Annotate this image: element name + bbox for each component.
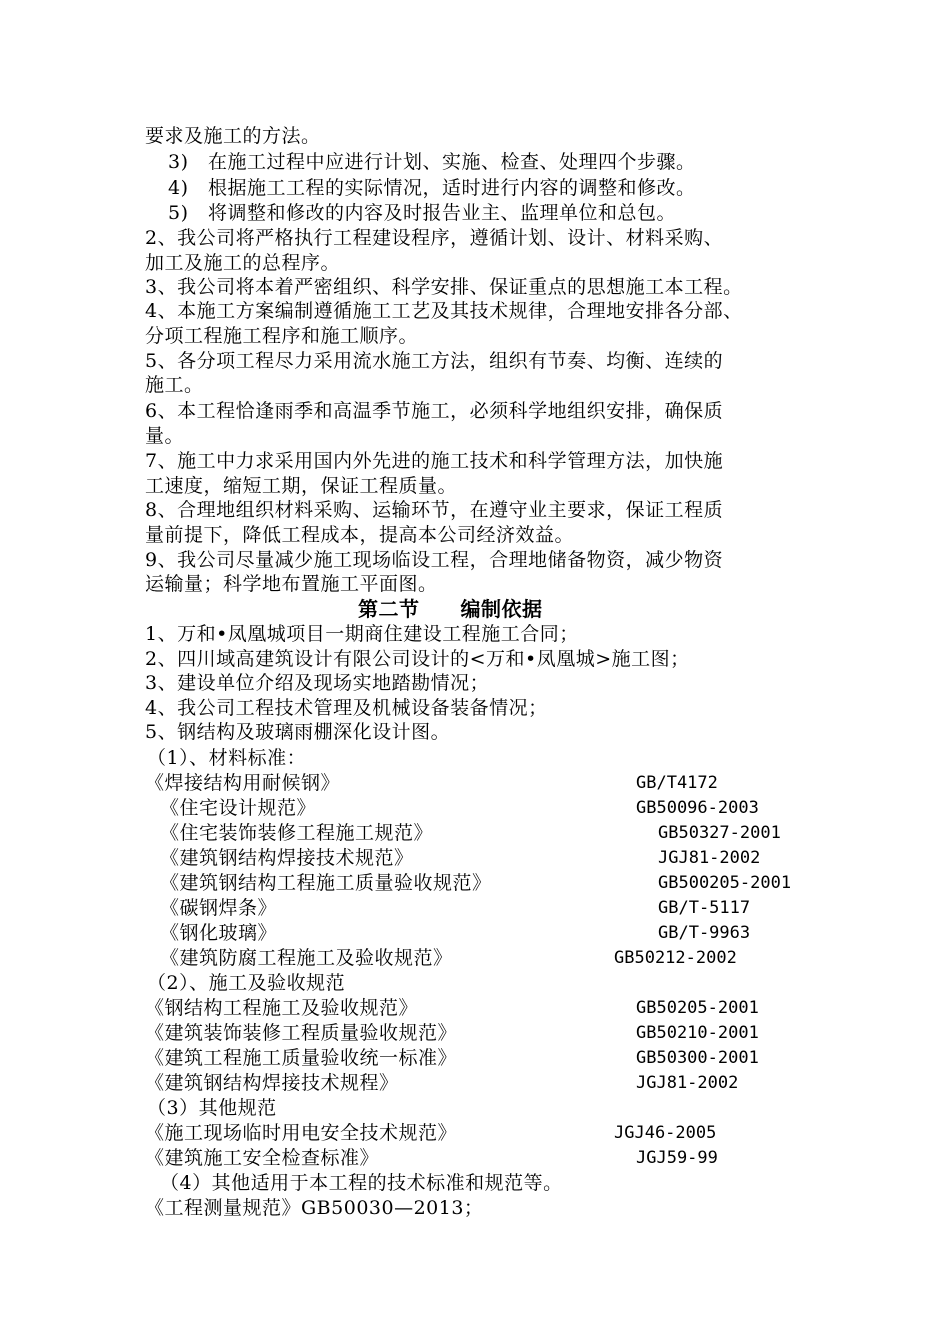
standard-name: 《建筑施工安全检查标准》 <box>145 1147 380 1169</box>
standard-code: JGJ46-2005 <box>614 1123 717 1143</box>
intro-line-4: 2、我公司将严格执行工程建设程序，遵循计划、设计、材料采购、 <box>145 227 724 249</box>
intro-line-9: 5、各分项工程尽力采用流水施工方法，组织有节奏、均衡、连续的 <box>145 350 724 372</box>
basis-item-1: 1、万和•凤凰城项目一期商住建设工程施工合同； <box>145 623 579 645</box>
standard-code: JGJ59-99 <box>636 1148 718 1168</box>
standard-code: GB50327-2001 <box>658 823 781 843</box>
intro-line-6: 3、我公司将本着严密组织、科学安排、保证重点的思想施工本工程。 <box>145 276 743 298</box>
intro-line-13: 7、施工中力求采用国内外先进的施工技术和科学管理方法，加快施 <box>145 450 724 472</box>
standard-code: GB50210-2001 <box>636 1023 759 1043</box>
intro-line-8: 分项工程施工程序和施工顺序。 <box>145 325 419 347</box>
materials-header: （1）、材料标准： <box>147 747 307 769</box>
intro-line-5: 加工及施工的总程序。 <box>145 252 341 274</box>
standard-name: 《建筑钢结构工程施工质量验收规范》 <box>160 872 492 894</box>
intro-line-3: 5) 将调整和修改的内容及时报告业主、监理单位和总包。 <box>168 202 677 224</box>
standard-code: GB/T-9963 <box>658 923 751 943</box>
standard-name: 《住宅装饰装修工程施工规范》 <box>160 822 434 844</box>
section-heading: 第二节 编制依据 <box>358 597 543 621</box>
standard-code: GB500205-2001 <box>658 873 792 893</box>
applicable-header: （4）其他适用于本工程的技术标准和规范等。 <box>160 1172 563 1194</box>
standard-code: JGJ81-2002 <box>636 1073 739 1093</box>
basis-item-2: 2、四川域高建筑设计有限公司设计的<万和•凤凰城>施工图； <box>145 648 690 670</box>
standard-name: 《建筑钢结构焊接技术规范》 <box>160 847 414 869</box>
standard-name: 《施工现场临时用电安全技术规范》 <box>145 1122 458 1144</box>
intro-line-1: 3) 在施工过程中应进行计划、实施、检查、处理四个步骤。 <box>168 151 696 173</box>
standard-name: 《建筑防腐工程施工及验收规范》 <box>160 947 453 969</box>
intro-line-17: 9、我公司尽量减少施工现场临设工程，合理地储备物资，减少物资 <box>145 549 724 571</box>
standard-code: JGJ81-2002 <box>658 848 761 868</box>
intro-line-7: 4、本施工方案编制遵循施工工艺及其技术规律，合理地安排各分部、 <box>145 300 743 322</box>
standard-name: 《建筑工程施工质量验收统一标准》 <box>145 1047 458 1069</box>
standard-name: 《焊接结构用耐候钢》 <box>145 772 341 794</box>
standard-code: GB50212-2002 <box>614 948 737 968</box>
basis-item-3: 3、建设单位介绍及现场实地踏勘情况； <box>145 672 490 694</box>
standard-code: GB50096-2003 <box>636 798 759 818</box>
standard-name: 《建筑钢结构焊接技术规程》 <box>145 1072 399 1094</box>
standard-name: 《建筑装饰装修工程质量验收规范》 <box>145 1022 458 1044</box>
intro-line-11: 6、本工程恰逢雨季和高温季节施工，必须科学地组织安排，确保质 <box>145 400 724 422</box>
intro-line-0: 要求及施工的方法。 <box>145 125 321 147</box>
intro-line-10: 施工。 <box>145 374 204 396</box>
basis-item-5: 5、钢结构及玻璃雨棚深化设计图。 <box>145 721 451 743</box>
standard-name: 《钢化玻璃》 <box>160 922 278 944</box>
standard-code: GB/T-5117 <box>658 898 751 918</box>
intro-line-15: 8、合理地组织材料采购、运输环节，在遵守业主要求，保证工程质 <box>145 499 724 521</box>
basis-item-4: 4、我公司工程技术管理及机械设备装备情况； <box>145 697 548 719</box>
acceptance-header: （2）、施工及验收规范 <box>147 972 346 994</box>
applicable-item: 《工程测量规范》GB50030—2013； <box>145 1197 484 1219</box>
standard-code: GB/T4172 <box>636 773 718 793</box>
intro-line-18: 运输量；科学地布置施工平面图。 <box>145 573 438 595</box>
intro-line-16: 量前提下，降低工程成本，提高本公司经济效益。 <box>145 524 575 546</box>
others-header: （3）其他规范 <box>147 1097 277 1119</box>
intro-line-14: 工速度，缩短工期，保证工程质量。 <box>145 475 458 497</box>
standard-name: 《住宅设计规范》 <box>160 797 317 819</box>
standard-name: 《钢结构工程施工及验收规范》 <box>145 997 419 1019</box>
standard-code: GB50300-2001 <box>636 1048 759 1068</box>
standard-name: 《碳钢焊条》 <box>160 897 278 919</box>
standard-code: GB50205-2001 <box>636 998 759 1018</box>
intro-line-2: 4) 根据施工工程的实际情况，适时进行内容的调整和修改。 <box>168 177 696 199</box>
intro-line-12: 量。 <box>145 425 185 447</box>
